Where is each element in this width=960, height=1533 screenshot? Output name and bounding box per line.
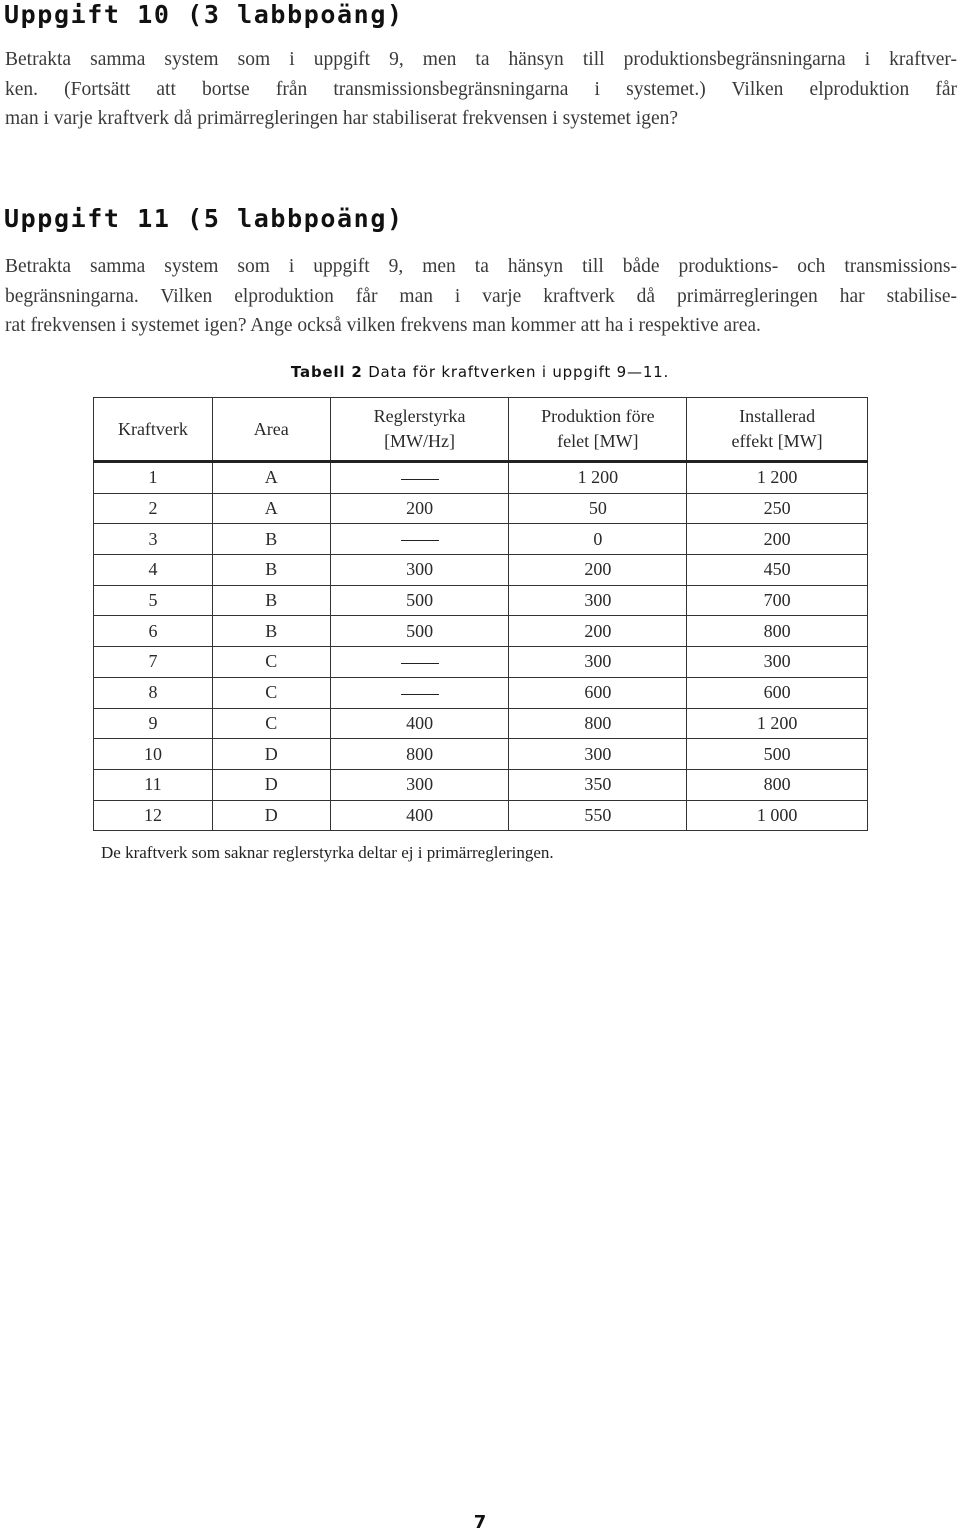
table-row: [94, 493, 868, 524]
table-cell-value: 1 200: [756, 712, 798, 733]
table-cell-value: 300: [406, 559, 434, 580]
table-cell-value: 50: [588, 498, 607, 519]
table-cell: [212, 708, 330, 739]
table-cell-value: 350: [584, 774, 612, 795]
table-cell-value: 12: [143, 804, 162, 825]
table-cell: [94, 462, 213, 494]
table-cell-value: 10: [143, 743, 162, 764]
table-cell-value: 400: [406, 712, 434, 733]
table-cell-value: 300: [584, 590, 612, 611]
table-cell-value: 1: [148, 467, 158, 488]
header-area-label: Area: [253, 418, 289, 439]
table-cell-value: B: [265, 620, 278, 641]
table-cell: [687, 585, 868, 616]
task-11-text: [5, 252, 957, 341]
task-10-line-3: man i varje kraftverk då primärregleringen har stabiliserat frekvensen i systemet igen?: [5, 108, 679, 129]
task-11-line-3: rat frekvensen i systemet igen? Ange också vilken frekvens man kommer att ha i respektive area.: [5, 315, 761, 336]
table-cell: [687, 462, 868, 494]
task-10-heading: Uppgift 10 (3 labbpoäng): [4, 0, 404, 29]
table-cell: [212, 493, 330, 524]
table-cell: [330, 462, 509, 494]
table-cell: [509, 677, 687, 708]
table-cell: [687, 800, 868, 831]
table-cell-value: 700: [763, 590, 791, 611]
table-cell-value: C: [265, 651, 278, 672]
table-cell: [212, 677, 330, 708]
table-cell-value: 500: [406, 620, 434, 641]
table-body: [94, 462, 868, 831]
table-cell-value: 6: [148, 620, 158, 641]
table-cell: [509, 555, 687, 586]
table-row: [94, 708, 868, 739]
table-cell: [94, 616, 213, 647]
table-header-row: [94, 398, 868, 462]
table-cell-value: D: [264, 743, 278, 764]
table-cell-value: A: [264, 498, 278, 519]
task-10-line-1: Betrakta samma system som i uppgift 9, men ta hänsyn till produktionsbegränsningarna i kraftver-: [5, 49, 957, 70]
table-cell: [212, 616, 330, 647]
no-regulation-dash: [401, 540, 439, 541]
table-cell: [330, 800, 509, 831]
table-cell-value: 200: [406, 498, 434, 519]
table-cell-value: 2: [148, 498, 158, 519]
header-installerad: [687, 398, 868, 462]
table-cell: [330, 616, 509, 647]
table-cell: [687, 739, 868, 770]
table-cell: [509, 524, 687, 555]
header-kraftverk-label: Kraftverk: [117, 418, 188, 439]
table-cell: [212, 462, 330, 494]
power-plant-table: [93, 397, 868, 831]
task-11-line-2: begränsningarna. Vilken elproduktion får man i varje kraftverk då primärregleringen har stabilise-: [5, 285, 957, 307]
table-cell: [330, 585, 509, 616]
table-cell: [509, 647, 687, 678]
table-cell: [212, 800, 330, 831]
table-cell-value: B: [265, 528, 278, 549]
table-cell-value: 600: [763, 682, 791, 703]
table-cell: [509, 585, 687, 616]
table-cell-value: 1 000: [756, 804, 798, 825]
header-installerad-line2: effekt [MW]: [731, 431, 823, 451]
table-cell-value: 400: [406, 804, 434, 825]
table-cell: [687, 555, 868, 586]
table-cell: [94, 708, 213, 739]
table-cell: [687, 524, 868, 555]
table-cell: [94, 493, 213, 524]
table-row: [94, 585, 868, 616]
header-reglerstyrka-line2: [MW/Hz]: [384, 431, 456, 451]
table-cell-value: D: [264, 774, 278, 795]
table-cell-value: D: [264, 804, 278, 825]
table-cell: [94, 739, 213, 770]
table-cell-value: 0: [593, 528, 603, 549]
table-row: [94, 769, 868, 800]
table-cell-value: 500: [763, 743, 791, 764]
table-cell: [330, 739, 509, 770]
table-cell: [509, 493, 687, 524]
table-cell: [687, 493, 868, 524]
table-cell: [330, 555, 509, 586]
table-cell-value: 800: [406, 743, 434, 764]
header-produktion: [509, 398, 687, 462]
table-cell-value: 8: [148, 682, 158, 703]
no-regulation-dash: [401, 479, 439, 480]
table-cell: [94, 555, 213, 586]
no-regulation-dash: [401, 694, 439, 695]
table-cell-value: 250: [763, 498, 791, 519]
table-cell: [212, 769, 330, 800]
header-reglerstyrka-line1: Reglerstyrka: [373, 406, 466, 426]
table-cell-value: A: [264, 467, 278, 488]
table-cell-value: B: [265, 590, 278, 611]
table-cell-value: 5: [148, 590, 158, 611]
table-cell-value: 800: [584, 712, 612, 733]
table-cell: [94, 769, 213, 800]
table-cell: [509, 739, 687, 770]
table-cell: [687, 647, 868, 678]
table-row: [94, 647, 868, 678]
task-11-heading: Uppgift 11 (5 labbpoäng): [4, 204, 404, 233]
task-10-line-2: ken. (Fortsätt att bortse från transmissionsbegränsningarna i systemet.) Vilken elproduktion får: [5, 78, 957, 100]
table-cell: [94, 585, 213, 616]
table-cell-value: 200: [584, 559, 612, 580]
table-cell: [94, 647, 213, 678]
table-row: [94, 800, 868, 831]
table-cell: [212, 739, 330, 770]
table-cell-value: C: [265, 682, 278, 703]
page-number: 7: [473, 1512, 487, 1533]
table-cell: [509, 616, 687, 647]
table-cell-value: B: [265, 559, 278, 580]
table-cell-value: 300: [763, 651, 791, 672]
table-cell-value: 200: [584, 620, 612, 641]
table-cell: [212, 647, 330, 678]
table-cell-value: C: [265, 712, 278, 733]
table-cell: [509, 708, 687, 739]
table-caption-label: Tabell 2: [290, 363, 363, 381]
table-cell: [687, 769, 868, 800]
header-reglerstyrka: [330, 398, 509, 462]
table-cell: [94, 800, 213, 831]
table-cell-value: 300: [584, 743, 612, 764]
table-row: [94, 524, 868, 555]
header-kraftverk: [94, 398, 213, 462]
table-cell: [687, 616, 868, 647]
header-area: [212, 398, 330, 462]
header-produktion-line1: Produktion före: [541, 406, 655, 426]
table-row: [94, 677, 868, 708]
table-cell-value: 600: [584, 682, 612, 703]
table-cell: [330, 493, 509, 524]
table-cell: [509, 769, 687, 800]
table-cell: [212, 585, 330, 616]
table-cell: [330, 708, 509, 739]
table-cell-value: 11: [144, 774, 162, 795]
table-cell: [687, 677, 868, 708]
table-caption: [0, 363, 960, 381]
table-cell: [94, 677, 213, 708]
table-cell-value: 4: [148, 559, 158, 580]
table-cell-value: 550: [584, 804, 612, 825]
table-cell-value: 300: [406, 774, 434, 795]
table-cell: [330, 647, 509, 678]
table-cell: [212, 524, 330, 555]
table-cell: [330, 677, 509, 708]
table-cell-value: 1 200: [577, 467, 619, 488]
table-cell-value: 9: [148, 712, 158, 733]
table-cell: [94, 524, 213, 555]
table-cell: [687, 708, 868, 739]
table-cell-value: 1 200: [756, 467, 798, 488]
header-produktion-line2: felet [MW]: [557, 431, 639, 451]
table-cell: [330, 769, 509, 800]
table-cell: [212, 555, 330, 586]
table-cell-value: 300: [584, 651, 612, 672]
header-installerad-line1: Installerad: [739, 406, 816, 426]
table-caption-text: Data för kraftverken i uppgift 9—11.: [368, 363, 670, 381]
table-cell-value: 800: [763, 774, 791, 795]
table-cell-value: 800: [763, 620, 791, 641]
table-footnote: De kraftverk som saknar reglerstyrka deltar ej i primärregleringen.: [101, 843, 554, 862]
table-cell-value: 500: [406, 590, 434, 611]
task-11-line-1: Betrakta samma system som i uppgift 9, men ta hänsyn till både produktions- och transmissions-: [5, 256, 957, 277]
table-cell: [509, 462, 687, 494]
table-cell-value: 200: [763, 528, 791, 549]
table-row: [94, 739, 868, 770]
table-row: [94, 616, 868, 647]
table-row: [94, 462, 868, 494]
task-10-text: [5, 45, 957, 134]
table-cell: [509, 800, 687, 831]
no-regulation-dash: [401, 663, 439, 664]
table-cell: [330, 524, 509, 555]
table-cell-value: 7: [148, 651, 158, 672]
table-row: [94, 555, 868, 586]
table-cell-value: 3: [148, 528, 158, 549]
table-cell-value: 450: [763, 559, 791, 580]
